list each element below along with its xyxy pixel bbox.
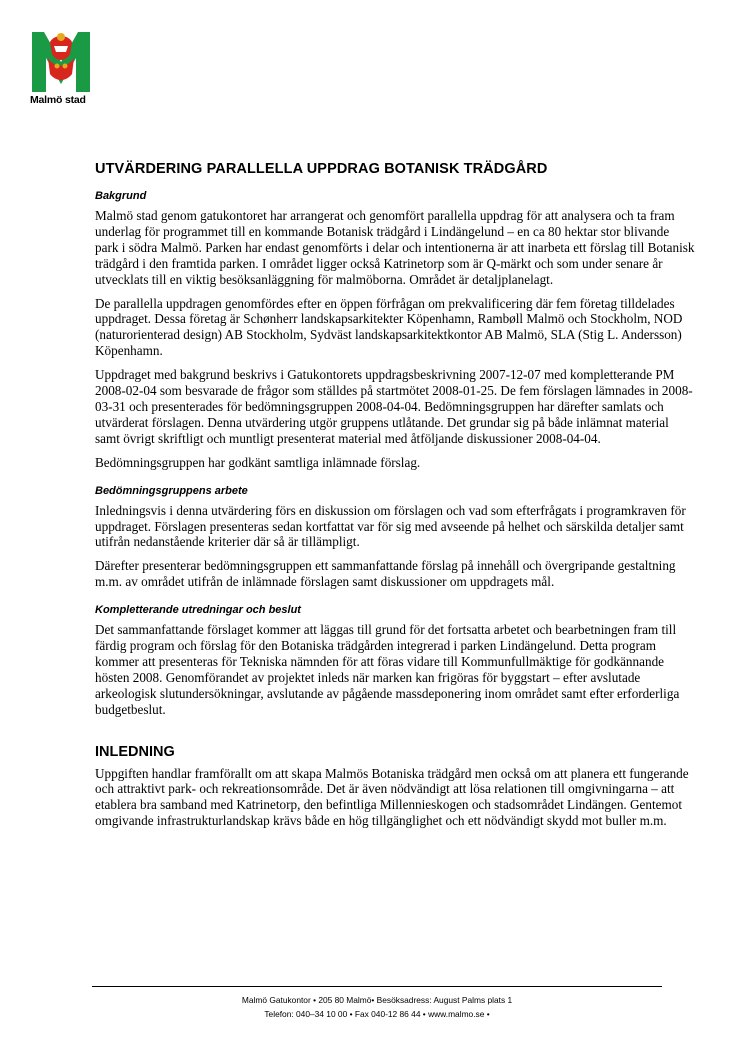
footer-divider (92, 986, 662, 987)
paragraph: De parallella uppdragen genomfördes efter en öppen förfrågan om prekvalificering där fem företag tilldelades uppdraget. Dessa företag är Schønherr landskapsarkitekter Köpenhamn, Rambøll Malmö och Stockholm, NOD (naturorienterad design) AB Stockholm, Sydväst landskapsarkitektkontor AB Malmö, SLA (Stig L. Andersson) Köpenhamn. (95, 295, 683, 359)
paragraph: Malmö stad genom gatukontoret har arrangerat och genomfört parallella uppdrag för att analysera och ta fram underlag för programmet till en kommande Botanisk trädgård i Lindängelund – en ca 80 hektar stor blivande park i södra Malmö. Parken har endast genomförts i delar och intentionerna är att inarbeta ett förslag till Botanisk trädgård i den framtida parken. I området ligger också Katrinetorp som är Q-märkt och som under senare år utvecklats till en viktig besöksanläggning för malmöborna. Området är detaljplanelagt. (95, 208, 695, 287)
section-heading: Kompletterande utredningar och beslut (95, 604, 301, 617)
paragraph: Inledningsvis i denna utvärdering förs en diskussion om förslagen och vad som efterfrågats i programkraven för uppdraget. Förslagen presenteras sedan kortfattat var för sig med avseende på helhet och särskilda detaljer samt utifrån nedanstående kriterier där så är tillämpligt. (95, 502, 686, 550)
paragraph: Uppdraget med bakgrund beskrivs i Gatukontorets uppdragsbeskrivning 2007-12-07 med kompletterande PM 2008-02-04 som besvarade de frågor som ställdes på startmötet 2008-01-25. De fem förslagen lämnades in 2008-03-31 och presenterades för bedömningsgruppen 2008-04-04. Bedömningsgruppen har därefter samlats och utvärderat förslagen. Denna utvärdering utgör gruppens utlåtande. Det grundar sig på både inlämnat material samt övrigt skriftligt och muntligt presenterat material med åtföljande diskussioner 2008-04-04. (95, 367, 693, 446)
section-heading: Bakgrund (95, 190, 147, 202)
logo-text: Malmö stad (30, 94, 86, 106)
paragraph: Därefter presenterar bedömningsgruppen ett sammanfattande förslag på innehåll och övergripande gestaltning m.m. av området utifrån de inlämnade förslagen samt diskussioner om uppdragets mål. (95, 558, 676, 590)
paragraph: Det sammanfattande förslaget kommer att läggas till grund för det fortsatta arbetet och bearbetningen fram till färdig program och förslag för den Botaniska trädgården integrerad i parken Lindängelund. Detta program kommer att presenteras för Tekniska nämnden för att föras vidare till Kommunfullmäktige för godkännande hösten 2008. Genomförandet av projektet inleds när marken kan frigöras för byggstart – efter avslutade arkeologisk slutundersökningar, avslutande av pågående massdeponering inom området samt efter erforderliga budgetbeslut. (95, 622, 680, 717)
paragraph: Uppgiften handlar framförallt om att skapa Malmös Botaniska trädgård men också om att planera ett fungerande och attraktivt park- och rekreationsområde. Det är även nödvändigt att lösa relationen till omgivningarna – att etablera bra samband med Katrinetorp, den befintliga Millennieskogen och stadsområdet Lindängen. Gentemot omgivande infrastrukturlandskap krävs både en hög tillgänglighet och ett nödvändigt skydd mot buller m.m. (95, 765, 689, 829)
paragraph: Bedömningsgruppen har godkänt samtliga inlämnade förslag. (95, 454, 421, 470)
coat-of-arms-icon (30, 28, 92, 94)
intro-heading: INLEDNING (95, 743, 175, 760)
document-title: UTVÄRDERING PARALLELLA UPPDRAG BOTANISK TRÄDGÅRD (95, 161, 548, 177)
document-body (95, 161, 695, 837)
malmo-stad-logo (30, 28, 94, 106)
footer-address: Malmö Gatukontor • 205 80 Malmö• Besöksadress: August Palms plats 1 (241, 995, 513, 1005)
section-heading: Bedömningsgruppens arbete (95, 484, 248, 497)
footer (92, 993, 662, 1021)
footer-contact: Telefon: 040–34 10 00 • Fax 040-12 86 44 • www.malmo.se • (264, 1009, 490, 1019)
